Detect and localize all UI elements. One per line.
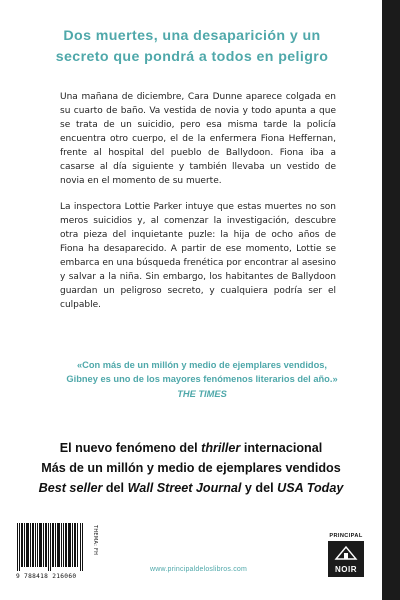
press-quote-line-2: Gibney es uno de los mayores fenómenos literarios del año.» (66, 374, 338, 384)
press-quote-source: THE TIMES (177, 389, 227, 399)
tagline-1 (10, 438, 372, 458)
press-quote (44, 358, 360, 401)
tagline-3-em-3: USA Today (277, 481, 344, 495)
book-spine-edge (382, 0, 400, 600)
tagline-1-em: thriller (201, 441, 241, 455)
barcode-block (16, 523, 100, 587)
barcode-icon (16, 523, 86, 571)
publisher-logo (327, 532, 365, 578)
headline-line-1: Dos muertes, una desaparición y un (63, 28, 321, 44)
thema-code: THEMA: FH (92, 525, 98, 556)
isbn-number: 9 788418 216060 (16, 573, 77, 580)
publisher-emblem-icon (334, 545, 358, 561)
publisher-logo-top: PRINCIPAL (329, 533, 363, 539)
tagline-1-post: internacional (240, 441, 323, 455)
headline (16, 26, 368, 68)
synopsis-paragraph-2: La inspectora Lottie Parker intuye que estas muertes no son meros suicidios y, al comenzar la investigación, descubre otra pieza del inquietante puzle: la hija de ocho años de Fiona ha desaparecido. A partir de ese momento, Lottie se embarca en una búsqueda frenética por encontrar al asesino y salvar a la niña. Sin embargo, los habitantes de Ballydoon guardan un peligroso secreto, y cualquiera podría ser el culpable. (60, 202, 336, 310)
synopsis (60, 90, 336, 324)
press-quote-line-1: «Con más de un millón y medio de ejemplares vendidos, (76, 360, 328, 370)
publisher-website-link[interactable]: www.principaldeloslibros.com (150, 566, 248, 573)
publisher-logo-bottom: NOIR (335, 565, 357, 574)
tagline-3-em-1: Best seller (38, 481, 103, 495)
taglines (10, 438, 372, 498)
tagline-3-mid-2: y del (241, 481, 278, 495)
headline-line-2: secreto que pondrá a todos en peligro (55, 49, 329, 65)
tagline-1-pre: El nuevo fenómeno del (59, 441, 202, 455)
publisher-logo-box (328, 541, 364, 577)
tagline-3-em-2: Wall Street Journal (127, 481, 242, 495)
tagline-3-mid-1: del (102, 481, 128, 495)
tagline-2: Más de un millón y medio de ejemplares vendidos (41, 461, 341, 475)
synopsis-paragraph-1: Una mañana de diciembre, Cara Dunne aparece colgada en su cuarto de baño. Va vestida de novia y todo apunta a que se trata de un suicidio, pero esa misma tarde la policía encuentra otro cuerpo, el de la enfermera Fiona Heffernan, frente al hospital del pueblo de Ballydoon. Fiona iba a casarse al día siguiente y también llevaba un vestido de novia en el momento de su muerte. (60, 92, 336, 186)
tagline-3 (10, 478, 372, 498)
